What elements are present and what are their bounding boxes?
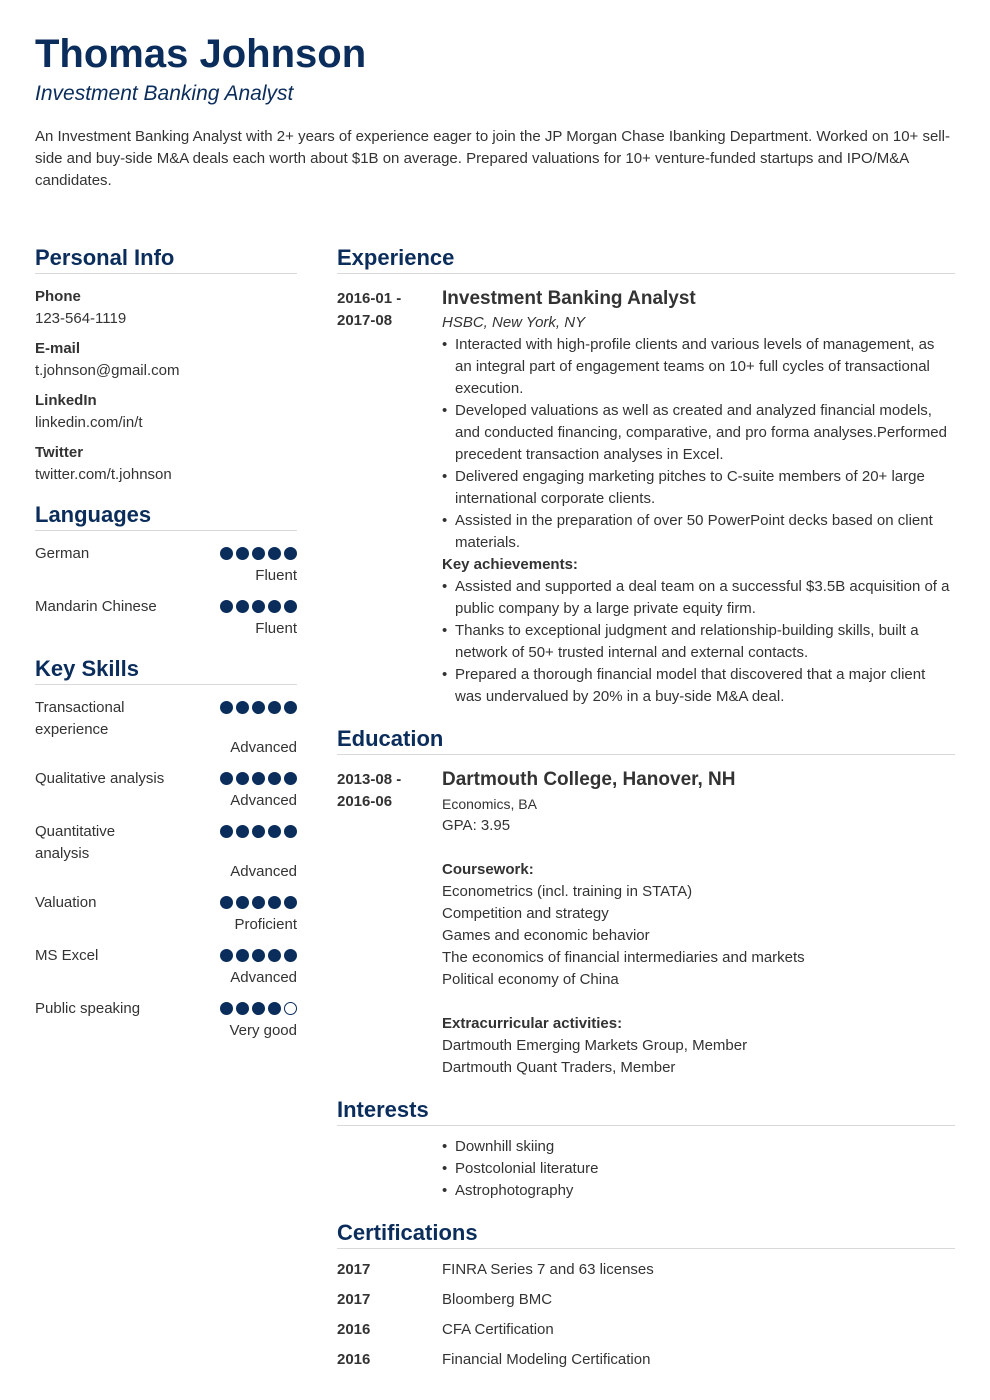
list-item: • Downhill skiing [442,1136,955,1158]
rating-dot-filled [220,949,233,962]
achievements-label: Key achievements: [442,556,578,573]
rating-dot-filled [284,896,297,909]
education-body [442,767,955,1079]
rating-dot-filled [236,1002,249,1015]
rating-dot-filled [220,701,233,714]
rating-dot-filled [236,772,249,785]
info-item-linkedin [35,390,297,434]
skills-list [35,697,297,1042]
rating-dot-filled [252,772,265,785]
skill-item [35,821,297,883]
experience-heading: Experience [337,243,955,274]
list-item: Political economy of China [442,971,619,988]
rating-dot-filled [284,949,297,962]
extracurricular-label: Extracurricular activities: [442,1015,623,1032]
certification-name: CFA Certification [442,1321,554,1338]
education-degree: Economics, BA [442,796,537,812]
rating-dot-filled [268,547,281,560]
experience-entry [337,286,955,708]
rating-dots [220,701,297,714]
rating-dots [220,896,297,909]
experience-title: Investment Banking Analyst [442,288,696,309]
language-level: Fluent [255,620,297,637]
certification-name: Financial Modeling Certification [442,1351,651,1368]
list-item: Games and economic behavior [442,927,650,944]
info-item-twitter [35,442,297,486]
rating-dot-filled [268,896,281,909]
list-item: • Assisted in the preparation of over 50 PowerPoint decks based on client materials. [442,510,955,554]
rating-dot-filled [252,600,265,613]
skill-name: MS Excel [35,947,99,964]
experience-company: HSBC, New York, NY [442,314,586,331]
certification-name: Bloomberg BMC [442,1291,553,1308]
language-level: Fluent [255,567,297,584]
languages-list [35,543,297,640]
date-end: 2017-08 [337,312,393,329]
rating-dot-filled [284,547,297,560]
info-value: twitter.com/t.johnson [35,466,172,483]
rating-dot-filled [268,949,281,962]
education-entry [337,767,955,1079]
list-item: • Assisted and supported a deal team on a successful $3.5B acquisition of a public company by a large private equity firm. [442,576,955,620]
date-start: 2016-01 - [337,290,402,307]
list-item: • Prepared a thorough financial model that discovered that a major client was undervalued by 20% in a buy-side M&A deal. [442,664,955,708]
info-item-phone [35,286,297,330]
certification-item [337,1319,955,1349]
certifications-list [337,1259,955,1379]
rating-dots [220,547,297,560]
rating-dot-filled [284,600,297,613]
rating-dots [220,949,297,962]
list-item: • Astrophotography [442,1180,955,1202]
left-column [35,243,297,1051]
certification-item [337,1349,955,1379]
rating-dot-filled [236,896,249,909]
summary: An Investment Banking Analyst with 2+ years of experience eager to join the JP Morgan Chase Ibanking Department. Worked on 10+ sell-side and buy-side M&A deals each worth about $1B on average. Prepared valuations for 10+ venture-funded startups and IPO/M&A candidates. [35,128,950,189]
rating-dot-filled [236,949,249,962]
certification-item [337,1259,955,1289]
interests-heading: Interests [337,1095,955,1126]
skill-level: Advanced [230,739,297,756]
rating-dot-filled [236,547,249,560]
rating-dot-filled [236,825,249,838]
list-item: Dartmouth Quant Traders, Member [442,1059,676,1076]
rating-dot-filled [220,772,233,785]
rating-dots [220,772,297,785]
language-name: Mandarin Chinese [35,598,157,615]
rating-dot-filled [252,896,265,909]
list-item: • Developed valuations as well as created and analyzed financial models, and conducted financing, comparative, and pro forma analyses.Performed precedent transaction analyses in Excel. [442,400,955,466]
rating-dot-filled [268,600,281,613]
certification-year: 2016 [337,1351,371,1368]
info-value: t.johnson@gmail.com [35,362,180,379]
list-item: Competition and strategy [442,905,609,922]
certification-year: 2017 [337,1291,371,1308]
date-end: 2016-06 [337,793,393,810]
skill-level: Very good [229,1022,297,1039]
skill-item [35,892,297,936]
languages-heading: Languages [35,500,297,531]
skill-name: Qualitative analysis [35,770,165,787]
language-item [35,543,297,587]
language-item [35,596,297,640]
education-school: Dartmouth College, Hanover, NH [442,769,736,790]
rating-dot-filled [220,1002,233,1015]
rating-dot-filled [236,701,249,714]
rating-dot-filled [220,600,233,613]
list-item: Dartmouth Emerging Markets Group, Member [442,1037,748,1054]
personal-info-heading: Personal Info [35,243,297,274]
rating-dot-filled [252,547,265,560]
rating-dots [220,1002,297,1015]
skill-item [35,768,297,812]
list-item: Econometrics (incl. training in STATA) [442,883,693,900]
rating-dot-filled [268,825,281,838]
rating-dot-filled [236,600,249,613]
rating-dot-filled [268,1002,281,1015]
skill-level: Advanced [230,969,297,986]
interests-body [442,1136,955,1202]
certifications-heading: Certifications [337,1218,955,1249]
info-value: 123-564-1119 [35,310,127,327]
rating-dot-filled [220,825,233,838]
info-label: Phone [35,288,81,305]
rating-dot-filled [252,949,265,962]
rating-dot-filled [268,701,281,714]
skill-name: Public speaking [35,1000,141,1017]
achievements-bullets [442,576,955,708]
certification-year: 2016 [337,1321,371,1338]
list-item: • Postcolonial literature [442,1158,955,1180]
skill-item [35,998,297,1042]
info-label: LinkedIn [35,392,97,409]
rating-dot-filled [252,1002,265,1015]
rating-dot-filled [268,772,281,785]
skill-level: Advanced [230,792,297,809]
skill-item [35,697,297,759]
list-item: • Delivered engaging marketing pitches to C-suite members of 20+ large international corporate clients. [442,466,955,510]
rating-dot-empty [284,1002,297,1015]
job-title: Investment Banking Analyst [35,82,294,105]
coursework-label: Coursework: [442,861,534,878]
info-label: E-mail [35,340,81,357]
date-start: 2013-08 - [337,771,402,788]
certification-item [337,1289,955,1319]
education-heading: Education [337,724,955,755]
skill-name: Transactional experience [35,699,125,738]
education-gpa: GPA: 3.95 [442,817,511,834]
skills-heading: Key Skills [35,654,297,685]
info-value: linkedin.com/in/t [35,414,143,431]
experience-dates [337,288,427,332]
rating-dot-filled [252,701,265,714]
rating-dot-filled [284,772,297,785]
info-item-email [35,338,297,382]
skill-item [35,945,297,989]
skill-level: Advanced [230,863,297,880]
experience-bullets [442,334,955,554]
experience-body [442,286,955,708]
list-item: • Interacted with high-profile clients and various levels of management, as an integral part of engagement teams on 10+ full cycles of transactional execution. [442,334,955,400]
interests-entry [337,1136,955,1202]
info-label: Twitter [35,444,84,461]
list-item: The economics of financial intermediaries and markets [442,949,805,966]
education-dates [337,769,427,813]
rating-dot-filled [220,547,233,560]
interests-list [442,1136,955,1202]
rating-dot-filled [284,701,297,714]
skill-level: Proficient [234,916,297,933]
rating-dot-filled [252,825,265,838]
candidate-name: Thomas Johnson [35,32,367,76]
rating-dot-filled [284,825,297,838]
right-column [337,243,955,1379]
personal-info-list [35,286,297,486]
skill-name: Quantitative analysis [35,823,116,862]
certification-name: FINRA Series 7 and 63 licenses [442,1261,654,1278]
language-name: German [35,545,90,562]
rating-dots [220,600,297,613]
certification-year: 2017 [337,1261,371,1278]
skill-name: Valuation [35,894,97,911]
rating-dots [220,825,297,838]
rating-dot-filled [220,896,233,909]
list-item: • Thanks to exceptional judgment and relationship-building skills, built a network of 50+ trusted internal and external contacts. [442,620,955,664]
